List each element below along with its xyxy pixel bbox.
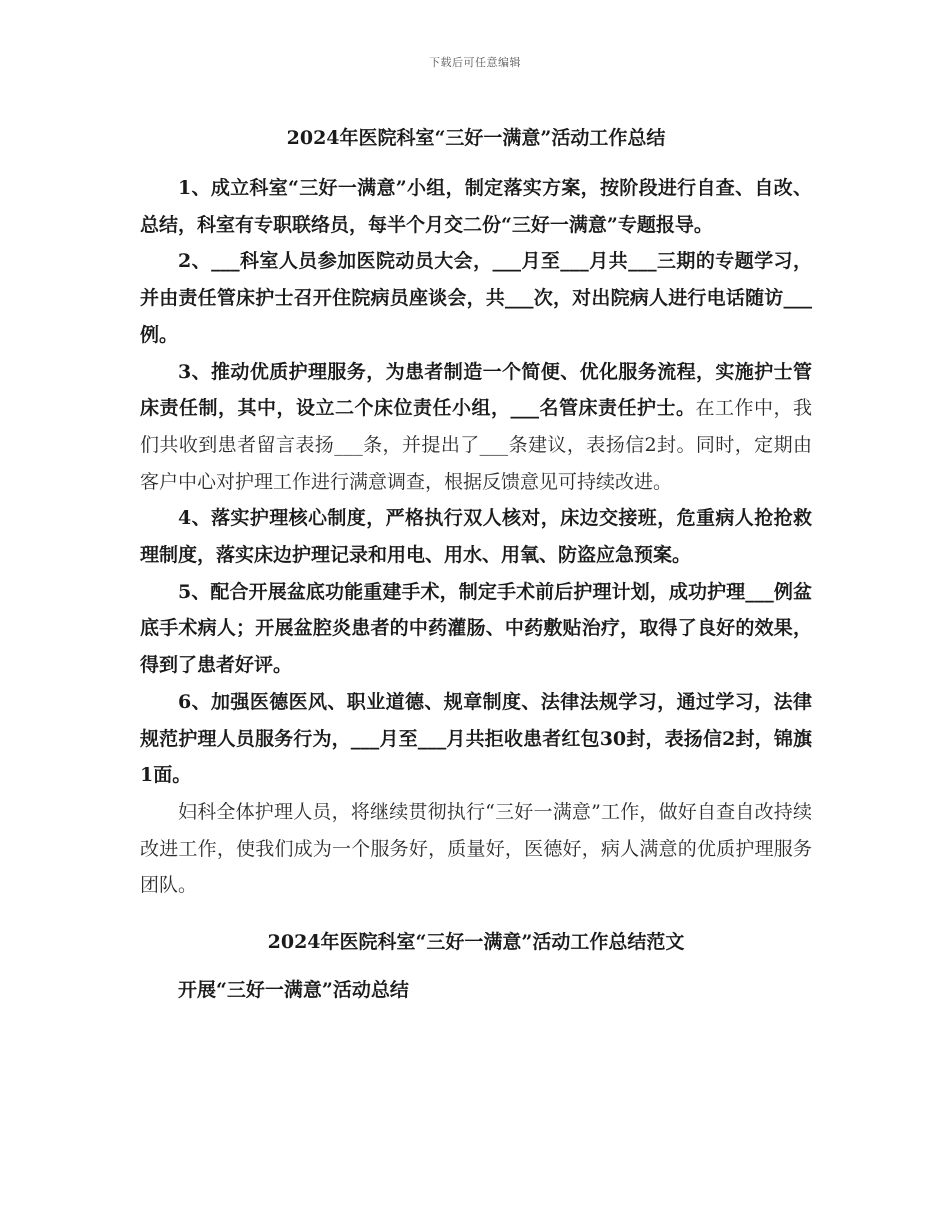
header-note: 下载后可任意编辑 — [429, 56, 521, 69]
document-body — [140, 118, 812, 1010]
paragraph-1: 1、成立科室“三好一满意”小组，制定落实方案，按阶段进行自查、自改、总结，科室有专职联络员，每半个月交二份“三好一满意”专题报导。 — [140, 177, 812, 236]
paragraph-7: 妇科全体护理人员，将继续贯彻执行“三好一满意”工作，做好自查自改持续改进工作，使我们成为一个服务好，质量好，医德好，病人满意的优质护理服务团队。 — [140, 800, 812, 897]
document-title: 2024年医院科室“三好一满意”活动工作总结 — [286, 127, 666, 149]
paragraph-3-bold: 3、推动优质护理服务，为患者制造一个简便、优化服务流程，实施护士管床责任制，其中，设立二个床位责任小组，___名管床责任护士。 — [140, 360, 812, 420]
sub-heading: 开展“三好一满意”活动总结 — [178, 979, 409, 1002]
section-title: 2024年医院科室“三好一满意”活动工作总结范文 — [267, 931, 685, 954]
paragraph-3 — [140, 354, 812, 501]
paragraph-4: 4、落实护理核心制度，严格执行双人核对，床边交接班，危重病人抢抢救理制度，落实床边护理记录和用电、用水、用氧、防盗应急预案。 — [140, 507, 812, 567]
paragraph-6: 6、加强医德医风、职业道德、规章制度、法律法规学习，通过学习，法律规范护理人员服务行为，___月至___月共拒收患者红包30封，表扬信2封，锦旗1面。 — [140, 690, 812, 787]
paragraph-3-normal: 在工作中，我们共收到患者留言表扬___条，并提出了___条建议，表扬信2封。同时，定期由客户中心对护理工作进行满意调查，根据反馈意见可持续改进。 — [140, 397, 812, 493]
paragraph-2: 2、___科室人员参加医院动员大会，___月至___月共___三期的专题学习，并由责任管床护士召开住院病员座谈会，共___次，对出院病人进行电话随访___例。 — [140, 250, 812, 346]
paragraph-5: 5、配合开展盆底功能重建手术，制定手术前后护理计划，成功护理___例盆底手术病人；开展盆腔炎患者的中药灌肠、中药敷贴治疗，取得了良好的效果，得到了患者好评。 — [140, 580, 812, 677]
